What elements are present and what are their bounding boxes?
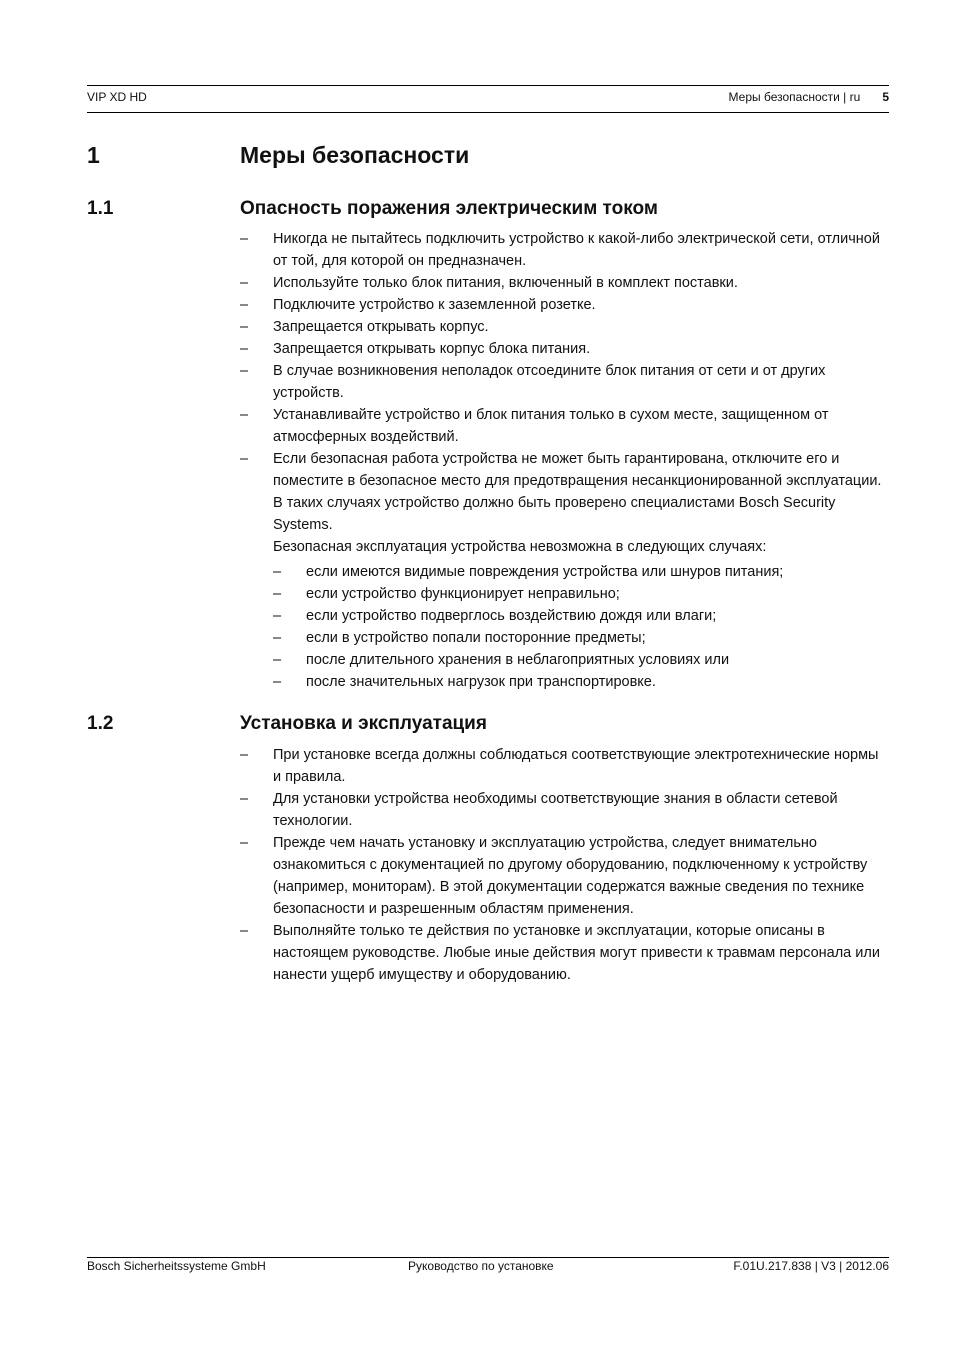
footer-company: Bosch Sicherheitssysteme GmbH bbox=[87, 1259, 266, 1273]
list-item-note: Безопасная эксплуатация устройства невозможна в следующих случаях: bbox=[273, 539, 767, 555]
header-section-info bbox=[729, 89, 889, 105]
section-1-2-number: 1.2 bbox=[87, 713, 114, 734]
sublist-item bbox=[273, 627, 890, 649]
list-item-text: Для установки устройства необходимы соответствующие знания в области сетевой технологии. bbox=[273, 791, 838, 829]
list-item bbox=[240, 338, 890, 360]
list-item-text: При установке всегда должны соблюдаться соответствующие электротехнические нормы и правила. bbox=[273, 747, 879, 785]
dash-bullet: – bbox=[273, 564, 282, 580]
dash-bullet: – bbox=[240, 363, 249, 379]
list-item-text: Запрещается открывать корпус блока питания. bbox=[273, 341, 591, 357]
list-item bbox=[240, 920, 890, 986]
sublist-item bbox=[273, 561, 890, 583]
dash-bullet: – bbox=[240, 407, 249, 423]
list-item-text: Прежде чем начать установку и эксплуатацию устройства, следует внимательно ознакомиться с документацией по другому оборудованию, подключенному к устройству (например, мониторам). В этой документации содержатся важные сведения по технике безопасности и разрешенным областям применения. bbox=[273, 835, 868, 917]
list-item bbox=[240, 788, 890, 832]
section-1-number: 1 bbox=[87, 142, 100, 168]
dash-bullet: – bbox=[240, 231, 249, 247]
header-section-label: Меры безопасности | ru bbox=[728, 90, 861, 104]
dash-bullet: – bbox=[240, 341, 249, 357]
dash-bullet: – bbox=[240, 297, 249, 313]
sublist-item-text: если имеются видимые повреждения устройства или шнуров питания; bbox=[306, 564, 784, 580]
list-item-text: Если безопасная работа устройства не может быть гарантирована, отключите его и поместите в безопасное место для предотвращения несанкционированной эксплуатации. В таких случаях устройство должно быть проверено специалистами Bosch Security Systems. bbox=[273, 451, 882, 533]
header-top-rule bbox=[87, 85, 889, 86]
list-item bbox=[240, 294, 890, 316]
header-bottom-rule bbox=[87, 112, 889, 113]
dash-bullet: – bbox=[240, 923, 249, 939]
dash-bullet: – bbox=[273, 608, 282, 624]
section-1-2-title: Установка и эксплуатация bbox=[240, 713, 487, 734]
dash-bullet: – bbox=[240, 451, 249, 467]
section-1-1-sublist bbox=[273, 561, 890, 693]
list-item-text: Выполняйте только те действия по установке и эксплуатации, которые описаны в настоящем руководстве. Любые иные действия могут привести к травмам персонала или нанести ущерб имуществу и оборудованию. bbox=[273, 923, 880, 983]
list-item-text: Запрещается открывать корпус. bbox=[273, 319, 489, 335]
sublist-item-text: если в устройство попали посторонние предметы; bbox=[306, 630, 646, 646]
dash-bullet: – bbox=[240, 275, 249, 291]
sublist-item-text: если устройство функционирует неправильно; bbox=[306, 586, 620, 602]
sublist-item bbox=[273, 583, 890, 605]
sublist-item bbox=[273, 649, 890, 671]
section-1-2-list bbox=[240, 744, 890, 986]
list-item-text: Устанавливайте устройство и блок питания только в сухом месте, защищенном от атмосферных воздействий. bbox=[273, 407, 829, 445]
list-item bbox=[240, 448, 890, 693]
section-1-1-number: 1.1 bbox=[87, 198, 114, 219]
dash-bullet: – bbox=[273, 630, 282, 646]
sublist-item-text: после значительных нагрузок при транспортировке. bbox=[306, 674, 656, 690]
list-item bbox=[240, 228, 890, 272]
list-item bbox=[240, 360, 890, 404]
list-item-text: Подключите устройство к заземленной розетке. bbox=[273, 297, 596, 313]
sublist-item bbox=[273, 671, 890, 693]
sublist-item bbox=[273, 605, 890, 627]
dash-bullet: – bbox=[240, 319, 249, 335]
list-item bbox=[240, 832, 890, 920]
dash-bullet: – bbox=[273, 586, 282, 602]
list-item-text: Используйте только блок питания, включенный в комплект поставки. bbox=[273, 275, 738, 291]
header-product-name: VIP XD HD bbox=[87, 90, 147, 104]
dash-bullet: – bbox=[273, 652, 282, 668]
section-1-1-list bbox=[240, 228, 890, 693]
dash-bullet: – bbox=[240, 835, 249, 851]
section-1-title: Меры безопасности bbox=[240, 142, 470, 168]
dash-bullet: – bbox=[273, 674, 282, 690]
footer-doc-id: F.01U.217.838 | V3 | 2012.06 bbox=[733, 1259, 889, 1273]
section-1-1-title: Опасность поражения электрическим током bbox=[240, 198, 658, 219]
list-item bbox=[240, 404, 890, 448]
dash-bullet: – bbox=[240, 747, 249, 763]
list-item-text: В случае возникновения неполадок отсоедините блок питания от сети и от других устройств. bbox=[273, 363, 826, 401]
footer-doc-title: Руководство по установке bbox=[408, 1259, 554, 1273]
list-item-text: Никогда не пытайтесь подключить устройство к какой-либо электрической сети, отличной от той, для которой он предназначен. bbox=[273, 231, 880, 269]
header-page-number: 5 bbox=[882, 90, 889, 104]
sublist-item-text: если устройство подверглось воздействию дождя или влаги; bbox=[306, 608, 717, 624]
list-item bbox=[240, 272, 890, 294]
list-item bbox=[240, 744, 890, 788]
list-item bbox=[240, 316, 890, 338]
sublist-item-text: после длительного хранения в неблагоприятных условиях или bbox=[306, 652, 730, 668]
dash-bullet: – bbox=[240, 791, 249, 807]
